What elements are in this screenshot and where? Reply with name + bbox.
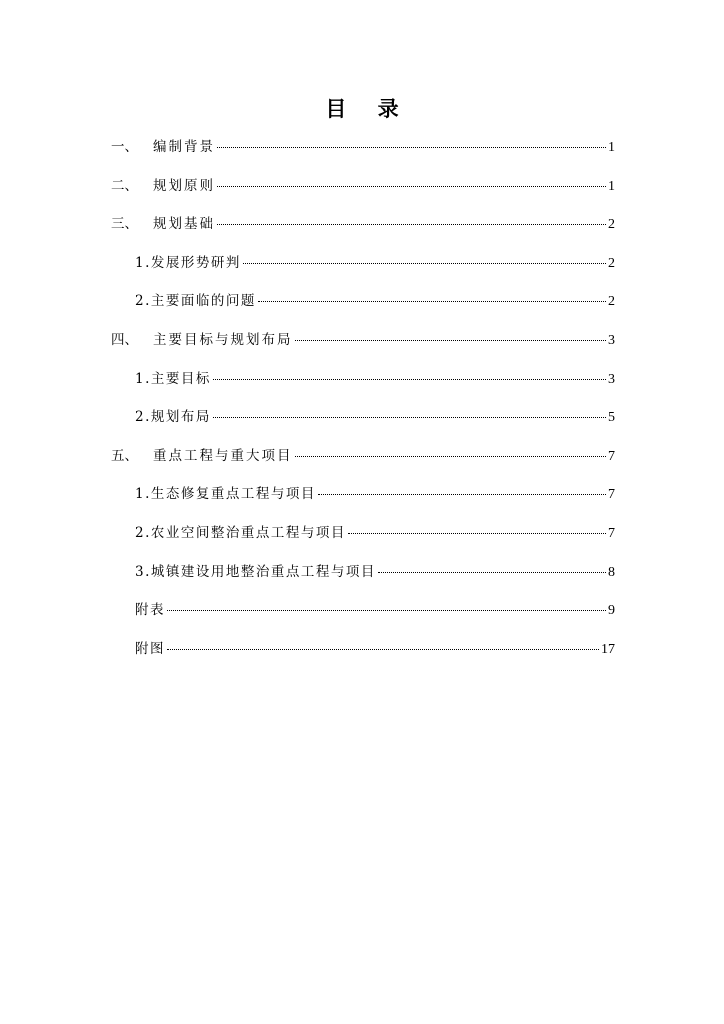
toc-entry-label: 2.主要面临的问题 bbox=[135, 293, 256, 310]
toc-entry-label: 1.发展形势研判 bbox=[135, 254, 241, 271]
dot-leader bbox=[167, 649, 599, 650]
toc-entry[interactable] bbox=[111, 443, 615, 482]
toc-entry-page: 8 bbox=[608, 564, 615, 580]
dot-leader bbox=[258, 301, 606, 302]
toc-entry-page: 7 bbox=[608, 487, 615, 503]
toc-entry-label: 附图 bbox=[135, 640, 165, 657]
toc-entry-label: 1.生态修复重点工程与项目 bbox=[135, 486, 316, 503]
toc-entry[interactable] bbox=[111, 327, 615, 366]
toc-entry-number: 二、 bbox=[111, 177, 138, 194]
toc-subentry[interactable] bbox=[111, 559, 615, 598]
toc-entry-page: 9 bbox=[608, 603, 615, 619]
toc-title: 目 录 bbox=[325, 96, 411, 121]
toc-entry-page: 3 bbox=[608, 332, 615, 348]
dot-leader bbox=[295, 340, 607, 341]
toc-entry-number: 三、 bbox=[111, 216, 138, 233]
toc-entry-page: 3 bbox=[608, 371, 615, 387]
toc-subentry[interactable] bbox=[111, 636, 615, 675]
toc-entry-page: 1 bbox=[608, 140, 615, 155]
dot-leader bbox=[243, 263, 606, 264]
toc-entry-page: 1 bbox=[608, 178, 615, 194]
dot-leader bbox=[378, 572, 606, 573]
toc-entry[interactable] bbox=[111, 134, 615, 173]
toc-entry-label: 1.主要目标 bbox=[135, 370, 211, 387]
toc-subentry[interactable] bbox=[111, 366, 615, 405]
dot-leader bbox=[217, 147, 606, 148]
dot-leader bbox=[217, 186, 606, 187]
dot-leader bbox=[318, 494, 606, 495]
toc-subentry[interactable] bbox=[111, 404, 615, 443]
toc-subentry[interactable] bbox=[111, 597, 615, 636]
toc-entry-label: 规划原则 bbox=[153, 177, 215, 194]
toc-entry-label: 编制背景 bbox=[153, 139, 215, 155]
dot-leader bbox=[213, 417, 606, 418]
toc-entry-page: 7 bbox=[608, 525, 615, 541]
dot-leader bbox=[348, 533, 606, 534]
toc-subentry[interactable] bbox=[111, 288, 615, 327]
toc-list bbox=[111, 134, 615, 674]
toc-entry-page: 2 bbox=[608, 217, 615, 233]
dot-leader bbox=[213, 379, 606, 380]
toc-entry-label: 2.规划布局 bbox=[135, 409, 211, 426]
toc-entry-label: 主要目标与规划布局 bbox=[153, 331, 293, 348]
toc-entry-page: 2 bbox=[608, 255, 615, 271]
toc-entry-page: 2 bbox=[608, 294, 615, 310]
toc-entry-number: 五、 bbox=[111, 447, 138, 464]
toc-entry-label: 重点工程与重大项目 bbox=[153, 447, 293, 464]
toc-entry-page: 7 bbox=[608, 448, 615, 464]
dot-leader bbox=[295, 456, 607, 457]
toc-subentry[interactable] bbox=[111, 250, 615, 289]
toc-entry[interactable] bbox=[111, 173, 615, 212]
toc-entry-label: 3.城镇建设用地整治重点工程与项目 bbox=[135, 563, 376, 580]
toc-entry-page: 5 bbox=[608, 410, 615, 426]
toc-entry-number: 四、 bbox=[111, 331, 138, 348]
dot-leader bbox=[167, 610, 606, 611]
dot-leader bbox=[217, 224, 606, 225]
toc-subentry[interactable] bbox=[111, 481, 615, 520]
toc-entry-label: 规划基础 bbox=[153, 216, 215, 233]
toc-entry[interactable] bbox=[111, 211, 615, 250]
toc-subentry[interactable] bbox=[111, 520, 615, 559]
toc-entry-number: 一、 bbox=[111, 139, 138, 155]
toc-entry-page: 17 bbox=[601, 641, 615, 657]
toc-entry-label: 2.农业空间整治重点工程与项目 bbox=[135, 524, 346, 541]
toc-entry-label: 附表 bbox=[135, 602, 165, 619]
